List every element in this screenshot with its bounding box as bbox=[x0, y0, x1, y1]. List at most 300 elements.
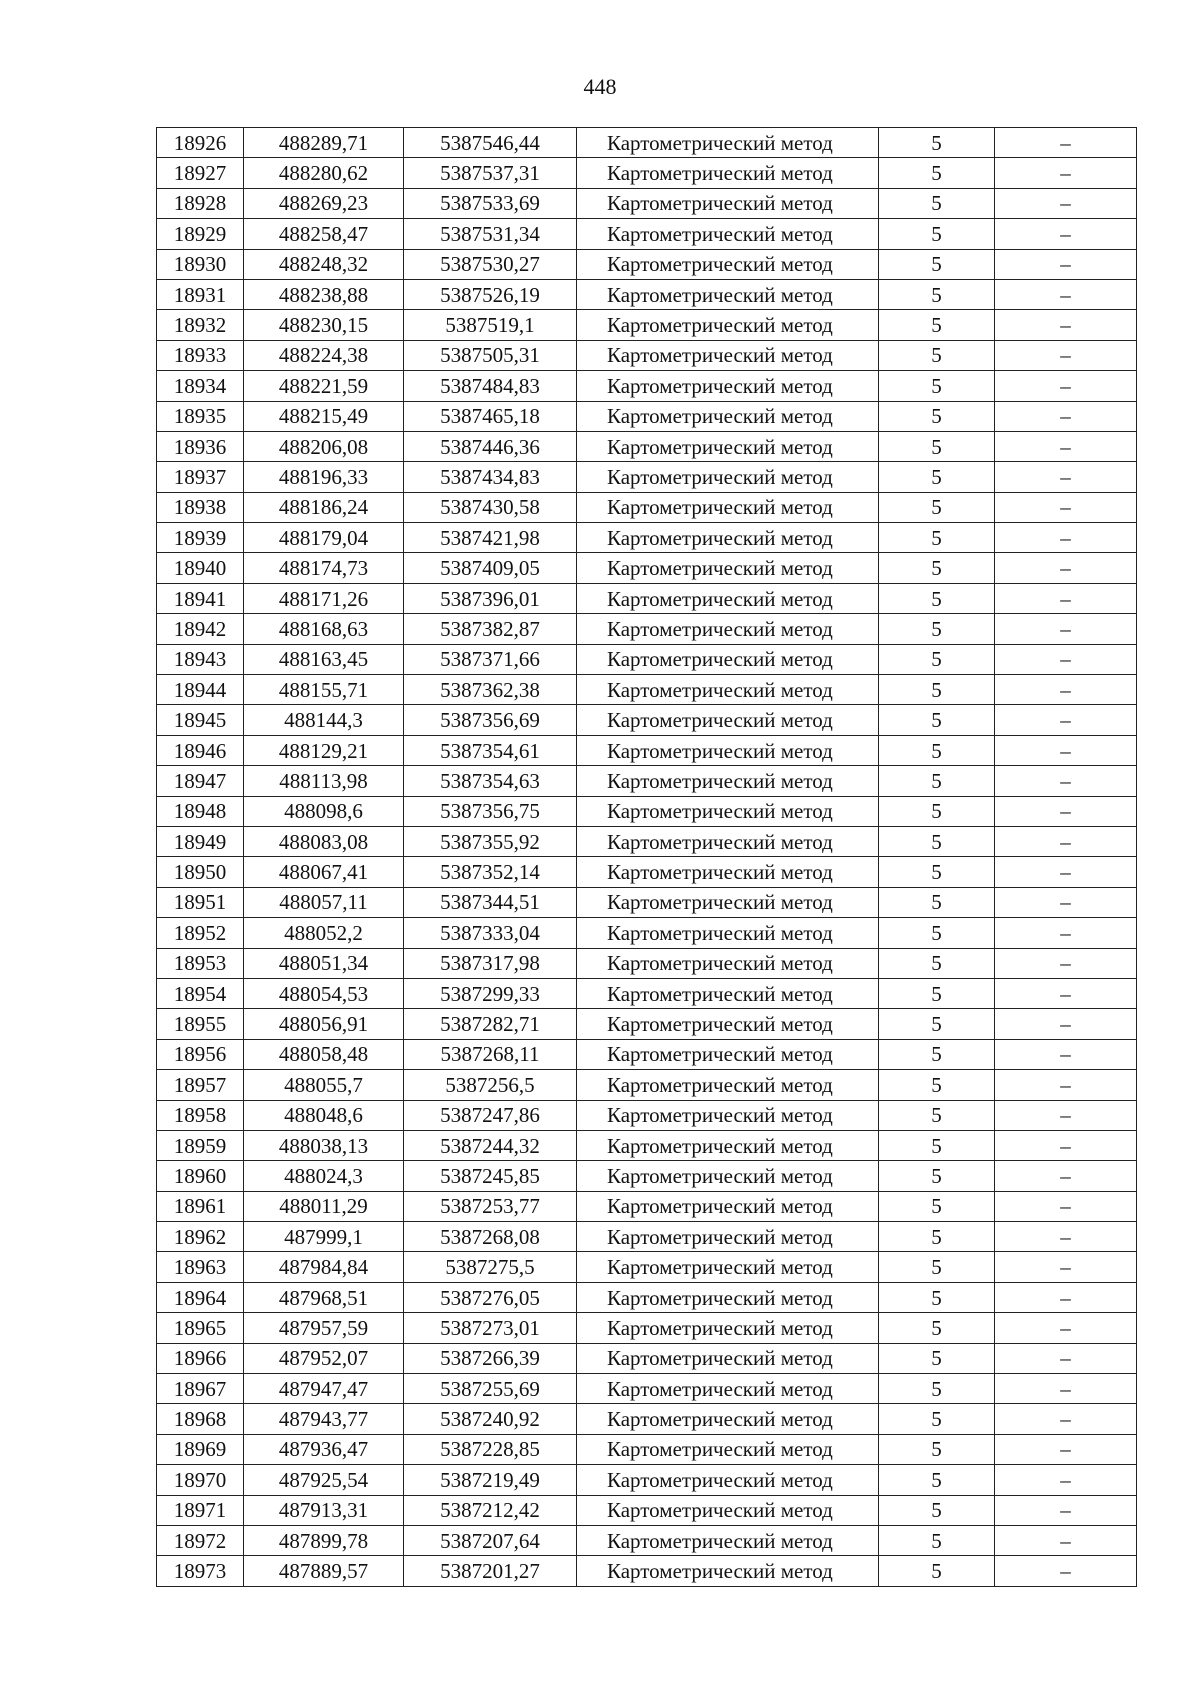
method-cell: Картометрический метод bbox=[577, 735, 879, 765]
coordinate-y-cell: 5387356,69 bbox=[404, 705, 577, 735]
coordinate-x-cell: 488054,53 bbox=[244, 978, 404, 1008]
point-number-cell: 18962 bbox=[157, 1222, 244, 1252]
coordinate-y-cell: 5387255,69 bbox=[404, 1374, 577, 1404]
coordinate-x-cell: 487913,31 bbox=[244, 1495, 404, 1525]
table-row bbox=[157, 431, 1137, 461]
coordinate-x-cell: 487968,51 bbox=[244, 1282, 404, 1312]
method-cell: Картометрический метод bbox=[577, 1434, 879, 1464]
coordinate-y-cell: 5387362,38 bbox=[404, 675, 577, 705]
point-number-cell: 18941 bbox=[157, 583, 244, 613]
point-number-cell: 18943 bbox=[157, 644, 244, 674]
point-number-cell: 18938 bbox=[157, 492, 244, 522]
accuracy-cell: 5 bbox=[879, 340, 995, 370]
description-cell: – bbox=[995, 675, 1137, 705]
coordinate-y-cell: 5387268,08 bbox=[404, 1222, 577, 1252]
coordinate-x-cell: 488048,6 bbox=[244, 1100, 404, 1130]
coordinate-x-cell: 487889,57 bbox=[244, 1556, 404, 1586]
accuracy-cell: 5 bbox=[879, 462, 995, 492]
description-cell: – bbox=[995, 1556, 1137, 1586]
table-row bbox=[157, 219, 1137, 249]
coordinate-y-cell: 5387465,18 bbox=[404, 401, 577, 431]
method-cell: Картометрический метод bbox=[577, 1222, 879, 1252]
page-number: 448 bbox=[583, 74, 617, 99]
coordinate-y-cell: 5387531,34 bbox=[404, 219, 577, 249]
coordinate-x-cell: 488098,6 bbox=[244, 796, 404, 826]
table-row bbox=[157, 553, 1137, 583]
description-cell: – bbox=[995, 796, 1137, 826]
method-cell: Картометрический метод bbox=[577, 1130, 879, 1160]
table-row bbox=[157, 978, 1137, 1008]
accuracy-cell: 5 bbox=[879, 1009, 995, 1039]
table-row bbox=[157, 1252, 1137, 1282]
table-row bbox=[157, 796, 1137, 826]
coordinate-x-cell: 487999,1 bbox=[244, 1222, 404, 1252]
coordinate-x-cell: 488269,23 bbox=[244, 188, 404, 218]
coordinate-y-cell: 5387530,27 bbox=[404, 249, 577, 279]
accuracy-cell: 5 bbox=[879, 1100, 995, 1130]
method-cell: Картометрический метод bbox=[577, 188, 879, 218]
point-number-cell: 18973 bbox=[157, 1556, 244, 1586]
description-cell: – bbox=[995, 1495, 1137, 1525]
description-cell: – bbox=[995, 431, 1137, 461]
table-row bbox=[157, 1404, 1137, 1434]
accuracy-cell: 5 bbox=[879, 1161, 995, 1191]
point-number-cell: 18928 bbox=[157, 188, 244, 218]
description-cell: – bbox=[995, 219, 1137, 249]
accuracy-cell: 5 bbox=[879, 1525, 995, 1555]
coordinate-x-cell: 488055,7 bbox=[244, 1070, 404, 1100]
point-number-cell: 18931 bbox=[157, 279, 244, 309]
point-number-cell: 18949 bbox=[157, 826, 244, 856]
accuracy-cell: 5 bbox=[879, 249, 995, 279]
method-cell: Картометрический метод bbox=[577, 492, 879, 522]
point-number-cell: 18965 bbox=[157, 1313, 244, 1343]
point-number-cell: 18947 bbox=[157, 766, 244, 796]
table-row bbox=[157, 948, 1137, 978]
point-number-cell: 18950 bbox=[157, 857, 244, 887]
method-cell: Картометрический метод bbox=[577, 1191, 879, 1221]
accuracy-cell: 5 bbox=[879, 1282, 995, 1312]
method-cell: Картометрический метод bbox=[577, 766, 879, 796]
point-number-cell: 18937 bbox=[157, 462, 244, 492]
coordinate-y-cell: 5387275,5 bbox=[404, 1252, 577, 1282]
coordinate-x-cell: 488067,41 bbox=[244, 857, 404, 887]
table-row bbox=[157, 523, 1137, 553]
method-cell: Картометрический метод bbox=[577, 1282, 879, 1312]
method-cell: Картометрический метод bbox=[577, 887, 879, 917]
coordinate-y-cell: 5387396,01 bbox=[404, 583, 577, 613]
table-row bbox=[157, 1191, 1137, 1221]
table-row bbox=[157, 644, 1137, 674]
method-cell: Картометрический метод bbox=[577, 523, 879, 553]
coordinate-y-cell: 5387244,32 bbox=[404, 1130, 577, 1160]
coordinate-y-cell: 5387333,04 bbox=[404, 918, 577, 948]
table-row bbox=[157, 310, 1137, 340]
table-row bbox=[157, 340, 1137, 370]
table-row bbox=[157, 1313, 1137, 1343]
coordinates-table-body bbox=[157, 128, 1137, 1587]
coordinate-x-cell: 488230,15 bbox=[244, 310, 404, 340]
method-cell: Картометрический метод bbox=[577, 705, 879, 735]
method-cell: Картометрический метод bbox=[577, 614, 879, 644]
coordinate-y-cell: 5387446,36 bbox=[404, 431, 577, 461]
coordinate-x-cell: 487936,47 bbox=[244, 1434, 404, 1464]
coordinate-x-cell: 487984,84 bbox=[244, 1252, 404, 1282]
accuracy-cell: 5 bbox=[879, 887, 995, 917]
point-number-cell: 18971 bbox=[157, 1495, 244, 1525]
coordinate-x-cell: 488011,29 bbox=[244, 1191, 404, 1221]
method-cell: Картометрический метод bbox=[577, 1404, 879, 1434]
coordinate-x-cell: 488168,63 bbox=[244, 614, 404, 644]
method-cell: Картометрический метод bbox=[577, 1343, 879, 1373]
coordinate-y-cell: 5387356,75 bbox=[404, 796, 577, 826]
accuracy-cell: 5 bbox=[879, 158, 995, 188]
point-number-cell: 18939 bbox=[157, 523, 244, 553]
coordinate-y-cell: 5387505,31 bbox=[404, 340, 577, 370]
accuracy-cell: 5 bbox=[879, 553, 995, 583]
description-cell: – bbox=[995, 948, 1137, 978]
table-row bbox=[157, 462, 1137, 492]
method-cell: Картометрический метод bbox=[577, 1374, 879, 1404]
point-number-cell: 18955 bbox=[157, 1009, 244, 1039]
method-cell: Картометрический метод bbox=[577, 1161, 879, 1191]
point-number-cell: 18935 bbox=[157, 401, 244, 431]
point-number-cell: 18958 bbox=[157, 1100, 244, 1130]
coordinate-y-cell: 5387526,19 bbox=[404, 279, 577, 309]
coordinate-y-cell: 5387201,27 bbox=[404, 1556, 577, 1586]
table-row bbox=[157, 1070, 1137, 1100]
description-cell: – bbox=[995, 735, 1137, 765]
table-row bbox=[157, 826, 1137, 856]
description-cell: – bbox=[995, 188, 1137, 218]
coordinate-y-cell: 5387317,98 bbox=[404, 948, 577, 978]
description-cell: – bbox=[995, 1465, 1137, 1495]
accuracy-cell: 5 bbox=[879, 675, 995, 705]
point-number-cell: 18953 bbox=[157, 948, 244, 978]
description-cell: – bbox=[995, 1525, 1137, 1555]
coordinate-x-cell: 488289,71 bbox=[244, 128, 404, 158]
coordinate-x-cell: 488163,45 bbox=[244, 644, 404, 674]
accuracy-cell: 5 bbox=[879, 1313, 995, 1343]
accuracy-cell: 5 bbox=[879, 1404, 995, 1434]
method-cell: Картометрический метод bbox=[577, 1039, 879, 1069]
description-cell: – bbox=[995, 1404, 1137, 1434]
coordinate-x-cell: 488113,98 bbox=[244, 766, 404, 796]
point-number-cell: 18970 bbox=[157, 1465, 244, 1495]
coordinate-x-cell: 487947,47 bbox=[244, 1374, 404, 1404]
method-cell: Картометрический метод bbox=[577, 249, 879, 279]
point-number-cell: 18948 bbox=[157, 796, 244, 826]
table-row bbox=[157, 583, 1137, 613]
description-cell: – bbox=[995, 1374, 1137, 1404]
description-cell: – bbox=[995, 1130, 1137, 1160]
coordinate-x-cell: 488171,26 bbox=[244, 583, 404, 613]
description-cell: – bbox=[995, 249, 1137, 279]
table-row bbox=[157, 1222, 1137, 1252]
table-row bbox=[157, 1495, 1137, 1525]
coordinate-x-cell: 488179,04 bbox=[244, 523, 404, 553]
description-cell: – bbox=[995, 492, 1137, 522]
table-row bbox=[157, 1374, 1137, 1404]
coordinate-x-cell: 488221,59 bbox=[244, 371, 404, 401]
coordinate-x-cell: 488206,08 bbox=[244, 431, 404, 461]
coordinate-x-cell: 488215,49 bbox=[244, 401, 404, 431]
method-cell: Картометрический метод bbox=[577, 644, 879, 674]
table-row bbox=[157, 188, 1137, 218]
point-number-cell: 18942 bbox=[157, 614, 244, 644]
point-number-cell: 18934 bbox=[157, 371, 244, 401]
point-number-cell: 18972 bbox=[157, 1525, 244, 1555]
description-cell: – bbox=[995, 1161, 1137, 1191]
method-cell: Картометрический метод bbox=[577, 340, 879, 370]
coordinate-y-cell: 5387268,11 bbox=[404, 1039, 577, 1069]
table-row bbox=[157, 279, 1137, 309]
accuracy-cell: 5 bbox=[879, 948, 995, 978]
method-cell: Картометрический метод bbox=[577, 1525, 879, 1555]
description-cell: – bbox=[995, 462, 1137, 492]
description-cell: – bbox=[995, 1222, 1137, 1252]
point-number-cell: 18926 bbox=[157, 128, 244, 158]
point-number-cell: 18951 bbox=[157, 887, 244, 917]
accuracy-cell: 5 bbox=[879, 431, 995, 461]
method-cell: Картометрический метод bbox=[577, 826, 879, 856]
description-cell: – bbox=[995, 340, 1137, 370]
table-row bbox=[157, 1434, 1137, 1464]
accuracy-cell: 5 bbox=[879, 1130, 995, 1160]
method-cell: Картометрический метод bbox=[577, 857, 879, 887]
accuracy-cell: 5 bbox=[879, 310, 995, 340]
coordinate-y-cell: 5387546,44 bbox=[404, 128, 577, 158]
method-cell: Картометрический метод bbox=[577, 128, 879, 158]
table-row bbox=[157, 1343, 1137, 1373]
coordinate-y-cell: 5387247,86 bbox=[404, 1100, 577, 1130]
coordinate-x-cell: 488083,08 bbox=[244, 826, 404, 856]
method-cell: Картометрический метод bbox=[577, 310, 879, 340]
accuracy-cell: 5 bbox=[879, 918, 995, 948]
table-row bbox=[157, 1100, 1137, 1130]
point-number-cell: 18956 bbox=[157, 1039, 244, 1069]
description-cell: – bbox=[995, 401, 1137, 431]
coordinate-y-cell: 5387430,58 bbox=[404, 492, 577, 522]
coordinates-table bbox=[156, 127, 1137, 1587]
accuracy-cell: 5 bbox=[879, 188, 995, 218]
coordinate-y-cell: 5387245,85 bbox=[404, 1161, 577, 1191]
point-number-cell: 18960 bbox=[157, 1161, 244, 1191]
coordinate-x-cell: 488129,21 bbox=[244, 735, 404, 765]
method-cell: Картометрический метод bbox=[577, 219, 879, 249]
accuracy-cell: 5 bbox=[879, 857, 995, 887]
table-row bbox=[157, 371, 1137, 401]
description-cell: – bbox=[995, 523, 1137, 553]
point-number-cell: 18957 bbox=[157, 1070, 244, 1100]
description-cell: – bbox=[995, 1009, 1137, 1039]
coordinate-y-cell: 5387519,1 bbox=[404, 310, 577, 340]
coordinate-y-cell: 5387207,64 bbox=[404, 1525, 577, 1555]
coordinate-y-cell: 5387299,33 bbox=[404, 978, 577, 1008]
coordinate-x-cell: 488248,32 bbox=[244, 249, 404, 279]
coordinate-x-cell: 488052,2 bbox=[244, 918, 404, 948]
coordinate-y-cell: 5387344,51 bbox=[404, 887, 577, 917]
coordinate-x-cell: 488024,3 bbox=[244, 1161, 404, 1191]
point-number-cell: 18961 bbox=[157, 1191, 244, 1221]
coordinate-x-cell: 488056,91 bbox=[244, 1009, 404, 1039]
point-number-cell: 18968 bbox=[157, 1404, 244, 1434]
accuracy-cell: 5 bbox=[879, 219, 995, 249]
coordinate-y-cell: 5387273,01 bbox=[404, 1313, 577, 1343]
table-row bbox=[157, 401, 1137, 431]
method-cell: Картометрический метод bbox=[577, 583, 879, 613]
table-row bbox=[157, 1009, 1137, 1039]
point-number-cell: 18936 bbox=[157, 431, 244, 461]
description-cell: – bbox=[995, 158, 1137, 188]
coordinate-y-cell: 5387484,83 bbox=[404, 371, 577, 401]
table-row bbox=[157, 249, 1137, 279]
accuracy-cell: 5 bbox=[879, 583, 995, 613]
table-row bbox=[157, 1556, 1137, 1586]
method-cell: Картометрический метод bbox=[577, 1465, 879, 1495]
accuracy-cell: 5 bbox=[879, 796, 995, 826]
point-number-cell: 18959 bbox=[157, 1130, 244, 1160]
table-row bbox=[157, 614, 1137, 644]
table-row bbox=[157, 857, 1137, 887]
coordinate-x-cell: 488057,11 bbox=[244, 887, 404, 917]
coordinate-y-cell: 5387212,42 bbox=[404, 1495, 577, 1525]
coordinate-x-cell: 488144,3 bbox=[244, 705, 404, 735]
table-row bbox=[157, 1465, 1137, 1495]
accuracy-cell: 5 bbox=[879, 492, 995, 522]
accuracy-cell: 5 bbox=[879, 1070, 995, 1100]
method-cell: Картометрический метод bbox=[577, 279, 879, 309]
accuracy-cell: 5 bbox=[879, 1252, 995, 1282]
description-cell: – bbox=[995, 1100, 1137, 1130]
point-number-cell: 18946 bbox=[157, 735, 244, 765]
coordinate-x-cell: 488058,48 bbox=[244, 1039, 404, 1069]
coordinate-y-cell: 5387537,31 bbox=[404, 158, 577, 188]
table-row bbox=[157, 675, 1137, 705]
method-cell: Картометрический метод bbox=[577, 1313, 879, 1343]
coordinate-x-cell: 488174,73 bbox=[244, 553, 404, 583]
point-number-cell: 18954 bbox=[157, 978, 244, 1008]
table-row bbox=[157, 705, 1137, 735]
accuracy-cell: 5 bbox=[879, 279, 995, 309]
description-cell: – bbox=[995, 279, 1137, 309]
coordinate-y-cell: 5387240,92 bbox=[404, 1404, 577, 1434]
accuracy-cell: 5 bbox=[879, 1374, 995, 1404]
description-cell: – bbox=[995, 826, 1137, 856]
accuracy-cell: 5 bbox=[879, 1343, 995, 1373]
description-cell: – bbox=[995, 1313, 1137, 1343]
description-cell: – bbox=[995, 614, 1137, 644]
accuracy-cell: 5 bbox=[879, 1039, 995, 1069]
method-cell: Картометрический метод bbox=[577, 796, 879, 826]
point-number-cell: 18930 bbox=[157, 249, 244, 279]
table-row bbox=[157, 887, 1137, 917]
method-cell: Картометрический метод bbox=[577, 462, 879, 492]
description-cell: – bbox=[995, 644, 1137, 674]
table-row bbox=[157, 766, 1137, 796]
coordinate-y-cell: 5387276,05 bbox=[404, 1282, 577, 1312]
description-cell: – bbox=[995, 978, 1137, 1008]
point-number-cell: 18932 bbox=[157, 310, 244, 340]
accuracy-cell: 5 bbox=[879, 826, 995, 856]
coordinate-y-cell: 5387253,77 bbox=[404, 1191, 577, 1221]
description-cell: – bbox=[995, 887, 1137, 917]
accuracy-cell: 5 bbox=[879, 978, 995, 1008]
coordinate-x-cell: 488238,88 bbox=[244, 279, 404, 309]
point-number-cell: 18967 bbox=[157, 1374, 244, 1404]
coordinate-y-cell: 5387371,66 bbox=[404, 644, 577, 674]
description-cell: – bbox=[995, 918, 1137, 948]
coordinate-x-cell: 487925,54 bbox=[244, 1465, 404, 1495]
coordinate-x-cell: 487943,77 bbox=[244, 1404, 404, 1434]
method-cell: Картометрический метод bbox=[577, 918, 879, 948]
accuracy-cell: 5 bbox=[879, 705, 995, 735]
table-row bbox=[157, 128, 1137, 158]
point-number-cell: 18963 bbox=[157, 1252, 244, 1282]
coordinate-y-cell: 5387355,92 bbox=[404, 826, 577, 856]
description-cell: – bbox=[995, 553, 1137, 583]
accuracy-cell: 5 bbox=[879, 401, 995, 431]
point-number-cell: 18969 bbox=[157, 1434, 244, 1464]
accuracy-cell: 5 bbox=[879, 644, 995, 674]
description-cell: – bbox=[995, 1434, 1137, 1464]
accuracy-cell: 5 bbox=[879, 1434, 995, 1464]
description-cell: – bbox=[995, 1282, 1137, 1312]
method-cell: Картометрический метод bbox=[577, 158, 879, 188]
coordinate-x-cell: 488196,33 bbox=[244, 462, 404, 492]
coordinate-x-cell: 487952,07 bbox=[244, 1343, 404, 1373]
method-cell: Картометрический метод bbox=[577, 1070, 879, 1100]
table-row bbox=[157, 1161, 1137, 1191]
accuracy-cell: 5 bbox=[879, 1191, 995, 1221]
table-row bbox=[157, 1130, 1137, 1160]
coordinate-y-cell: 5387282,71 bbox=[404, 1009, 577, 1039]
method-cell: Картометрический метод bbox=[577, 1009, 879, 1039]
point-number-cell: 18944 bbox=[157, 675, 244, 705]
method-cell: Картометрический метод bbox=[577, 371, 879, 401]
coordinate-y-cell: 5387266,39 bbox=[404, 1343, 577, 1373]
accuracy-cell: 5 bbox=[879, 735, 995, 765]
table-row bbox=[157, 492, 1137, 522]
table-row bbox=[157, 918, 1137, 948]
coordinate-y-cell: 5387354,63 bbox=[404, 766, 577, 796]
coordinate-x-cell: 488224,38 bbox=[244, 340, 404, 370]
coordinate-x-cell: 488155,71 bbox=[244, 675, 404, 705]
method-cell: Картометрический метод bbox=[577, 1495, 879, 1525]
coordinate-y-cell: 5387421,98 bbox=[404, 523, 577, 553]
accuracy-cell: 5 bbox=[879, 1222, 995, 1252]
point-number-cell: 18966 bbox=[157, 1343, 244, 1373]
accuracy-cell: 5 bbox=[879, 371, 995, 401]
method-cell: Картометрический метод bbox=[577, 1556, 879, 1586]
description-cell: – bbox=[995, 705, 1137, 735]
description-cell: – bbox=[995, 1343, 1137, 1373]
coordinate-x-cell: 487957,59 bbox=[244, 1313, 404, 1343]
coordinate-x-cell: 488258,47 bbox=[244, 219, 404, 249]
point-number-cell: 18929 bbox=[157, 219, 244, 249]
coordinate-y-cell: 5387382,87 bbox=[404, 614, 577, 644]
point-number-cell: 18933 bbox=[157, 340, 244, 370]
point-number-cell: 18927 bbox=[157, 158, 244, 188]
coordinate-y-cell: 5387228,85 bbox=[404, 1434, 577, 1464]
coordinate-y-cell: 5387219,49 bbox=[404, 1465, 577, 1495]
description-cell: – bbox=[995, 583, 1137, 613]
method-cell: Картометрический метод bbox=[577, 401, 879, 431]
point-number-cell: 18952 bbox=[157, 918, 244, 948]
method-cell: Картометрический метод bbox=[577, 431, 879, 461]
table-row bbox=[157, 1525, 1137, 1555]
table-row bbox=[157, 1039, 1137, 1069]
